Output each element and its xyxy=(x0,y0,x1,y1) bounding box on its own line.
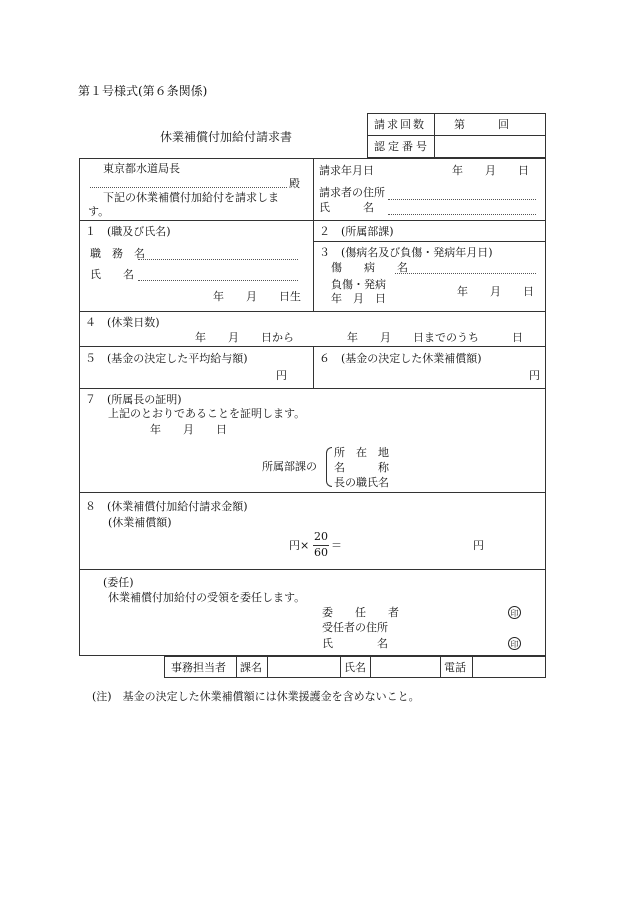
sec3-disease-label: 傷 病 名 xyxy=(331,261,408,274)
form-number: 第１号様式(第６条関係) xyxy=(78,84,208,98)
sec7-heading: ７ (所属長の証明) xyxy=(85,393,182,406)
section-name-label: 課名 xyxy=(240,661,262,674)
sec7-dept-name: 名 称 xyxy=(334,461,389,474)
addressee-text-line2: す。 xyxy=(88,205,110,218)
fraction-denominator: 60 xyxy=(314,545,328,559)
claim-count-label: 請求回数 xyxy=(374,118,426,131)
sec3-onset-label2: 年 月 日 xyxy=(331,292,386,305)
sec7-location: 所 在 地 xyxy=(334,446,389,459)
sec8-sub: (休業補償額) xyxy=(108,516,172,529)
sec3-heading: ３ (傷病名及び負傷・発病年月日) xyxy=(319,246,493,259)
brace xyxy=(326,447,332,487)
sec7-date: 年 月 日 xyxy=(150,423,227,436)
request-date-label: 請求年月日 xyxy=(319,164,374,177)
honorific: 殿 xyxy=(289,177,300,190)
delegator-label: 委 任 者 xyxy=(322,606,399,619)
delegation-heading: (委任) xyxy=(103,576,134,589)
form-title: 休業補償付加給付請求書 xyxy=(160,130,293,144)
fraction-numerator: 20 xyxy=(313,531,329,546)
sec1-heading: １ (職及び氏名) xyxy=(85,225,171,238)
claimant-name-label: 氏 名 xyxy=(319,201,374,214)
sec8-heading: ８ (休業補償付加給付請求金額) xyxy=(85,500,248,513)
sec6-heading: ６ (基金の決定した休業補償額) xyxy=(319,352,482,365)
staff-name-label: 氏名 xyxy=(344,661,366,674)
addressee-text-line1: 下記の休業補償付加給付を請求しま xyxy=(103,191,279,204)
sec5-heading: ５ (基金の決定した平均給与額) xyxy=(85,352,248,365)
sec1-name-label: 氏 名 xyxy=(90,268,134,281)
sec4-to: 年 月 日までのうち xyxy=(347,331,479,344)
phone-label: 電話 xyxy=(444,661,466,674)
sec4-heading: ４ (休業日数) xyxy=(85,316,160,329)
sec4-from: 年 月 日から xyxy=(195,331,294,344)
sec6-unit: 円 xyxy=(529,369,540,382)
sec8-result-unit: 円 xyxy=(473,539,484,552)
addressee-name: 東京都水道局長 xyxy=(103,162,180,175)
sec8-equals: ＝ xyxy=(331,539,342,552)
sec7-head-name: 長の職氏名 xyxy=(334,476,389,489)
claim-count-value: 第 回 xyxy=(454,118,509,131)
sec3-onset-date: 年 月 日 xyxy=(457,285,534,298)
note: (注) 基金の決定した休業補償額には休業援護金を含めないこと。 xyxy=(92,690,420,703)
sec1-job-label: 職 務 名 xyxy=(90,247,145,260)
delegate-address-label: 受任者の住所 xyxy=(322,621,388,634)
sec7-statement: 上記のとおりであることを証明します。 xyxy=(108,407,306,420)
delegate-name-label: 氏 名 xyxy=(322,637,388,650)
fraction xyxy=(313,531,329,559)
sec3-onset-label1: 負傷・発病 xyxy=(331,278,386,291)
claimant-address-label: 請求者の住所 xyxy=(319,186,385,199)
sec8-yen-times: 円× xyxy=(289,539,310,552)
delegation-statement: 休業補償付加給付の受領を委任します。 xyxy=(108,591,306,604)
sec7-dept-label: 所属部課の xyxy=(262,460,317,473)
sec1-birth: 年 月 日生 xyxy=(213,290,301,303)
sec5-unit: 円 xyxy=(276,369,287,382)
seal-icon: 印 xyxy=(508,637,521,650)
staff-label: 事務担当者 xyxy=(171,661,226,674)
request-date-value: 年 月 日 xyxy=(452,164,529,177)
cert-number-label: 認定番号 xyxy=(374,140,430,153)
sec4-days: 日 xyxy=(512,331,523,344)
seal-icon: 印 xyxy=(508,606,521,619)
sec2-heading: ２ (所属部課) xyxy=(319,225,394,238)
